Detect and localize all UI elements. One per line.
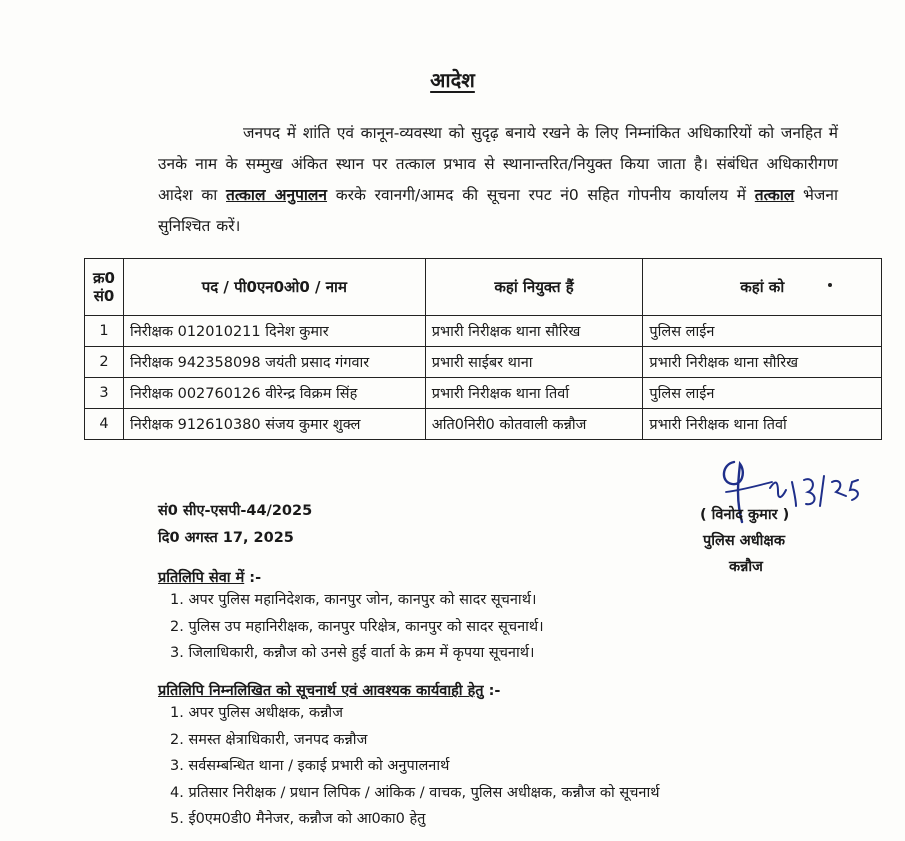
- list-item: 3. सर्वसम्बन्धित थाना / इकाई प्रभारी को अनुपालनार्थ: [170, 758, 450, 774]
- stray-dot-mark: [828, 283, 832, 287]
- header-new-posting: कहां को: [643, 259, 882, 316]
- intro-highlight-immediate-compliance: तत्काल अनुपालन: [226, 186, 328, 204]
- table-row: [85, 347, 882, 378]
- cell-to: पुलिस लाईन: [643, 378, 882, 409]
- cell-name: निरीक्षक 012010211 दिनेश कुमार: [123, 316, 425, 347]
- signatory-designation: पुलिस अधीक्षक: [703, 533, 785, 549]
- cell-from: अति0निरी0 कोतवाली कन्नौज: [425, 409, 643, 440]
- cell-from: प्रभारी साईबर थाना: [425, 347, 643, 378]
- intro-text-part1: जनपद में शांति एवं कानून-व्यवस्था को सुदृढ़ बनाये रखने के लिए निम्नांकित अधिकारियों को जनहित में उनके नाम के सम्मुख अंकित स्थान पर तत्काल प्रभाव से स्थानान्तरित/नियुक्त किया जाता है। संबंधित अधिकारीगण आदेश का: [158, 124, 838, 204]
- copy-action-heading-text: प्रतिलिपि निम्नलिखित को सूचनार्थ एवं आवश्यक कार्यवाही हेतु: [158, 683, 484, 699]
- header-current-posting: कहां नियुक्त हैं: [425, 259, 643, 316]
- copy-service-heading-suffix: :-: [244, 570, 262, 586]
- copy-action-heading: [158, 680, 500, 700]
- transfer-table: [84, 258, 882, 440]
- intro-highlight-immediate: तत्काल: [754, 186, 795, 204]
- copy-service-list: [170, 587, 544, 667]
- copy-action-list: [170, 700, 660, 833]
- cell-sn: 4: [85, 409, 124, 440]
- cell-to: प्रभारी निरीक्षक थाना सौरिख: [643, 347, 882, 378]
- list-item: 3. जिलाधिकारी, कन्नौज को उनसे हुई वार्ता के क्रम में कृपया सूचनार्थ।: [170, 645, 535, 661]
- table-row: [85, 409, 882, 440]
- list-item: 1. अपर पुलिस महानिदेशक, कानपुर जोन, कानपुर को सादर सूचनार्थ।: [170, 592, 537, 608]
- header-name: पद / पी0एन0ओ0 / नाम: [123, 259, 425, 316]
- table-header-row: [85, 259, 882, 316]
- reference-number: सं0 सीए-एसपी-44/2025: [158, 503, 313, 519]
- signatory-location: कन्नौज: [729, 559, 763, 575]
- list-item: 1. अपर पुलिस अधीक्षक, कन्नौज: [170, 705, 343, 721]
- cell-sn: 3: [85, 378, 124, 409]
- order-intro-paragraph: [158, 118, 838, 242]
- table-row: [85, 378, 882, 409]
- list-item: 2. पुलिस उप महानिरीक्षक, कानपुर परिक्षेत्र, कानपुर को सादर सूचनार्थ।: [170, 618, 544, 635]
- header-sn-line1: क्र0: [93, 269, 115, 287]
- cell-to: पुलिस लाईन: [643, 316, 882, 347]
- copy-action-heading-suffix: :-: [483, 683, 501, 699]
- cell-from: प्रभारी निरीक्षक थाना तिर्वा: [425, 378, 643, 409]
- list-item: 5. ई0एम0डी0 मैनेजर, कन्नौज को आ0का0 हेतु: [170, 811, 426, 827]
- table-row: [85, 316, 882, 347]
- signatory-name: ( विनोद कुमार ): [700, 507, 790, 523]
- intro-text-part3: भेजना सुनिश्चित करें।: [158, 186, 838, 235]
- list-item: 2. समस्त क्षेत्राधिकारी, जनपद कन्नौज: [170, 731, 368, 748]
- header-sn-line2: सं0: [93, 287, 115, 305]
- document-title: आदेश: [430, 68, 475, 92]
- cell-name: निरीक्षक 942358098 जयंती प्रसाद गंगवार: [123, 347, 425, 378]
- cell-sn: 1: [85, 316, 124, 347]
- copy-service-heading-text: प्रतिलिपि सेवा में: [158, 570, 245, 586]
- cell-to: प्रभारी निरीक्षक थाना तिर्वा: [643, 409, 882, 440]
- cell-from: प्रभारी निरीक्षक थाना सौरिख: [425, 316, 643, 347]
- reference-date: दि0 अगस्त 17, 2025: [158, 530, 294, 546]
- copy-service-heading: [158, 567, 261, 587]
- intro-text-part2: करके रवानगी/आमद की सूचना रपट नं0 सहित गोपनीय कार्यालय में: [327, 186, 755, 204]
- cell-name: निरीक्षक 912610380 संजय कुमार शुक्ल: [123, 409, 425, 440]
- list-item: 4. प्रतिसार निरीक्षक / प्रधान लिपिक / आंकिक / वाचक, पुलिस अधीक्षक, कन्नौज को सूचनार्थ: [170, 784, 660, 801]
- cell-name: निरीक्षक 002760126 वीरेन्द्र विक्रम सिंह: [123, 378, 425, 409]
- header-serial-number: [85, 259, 124, 316]
- cell-sn: 2: [85, 347, 124, 378]
